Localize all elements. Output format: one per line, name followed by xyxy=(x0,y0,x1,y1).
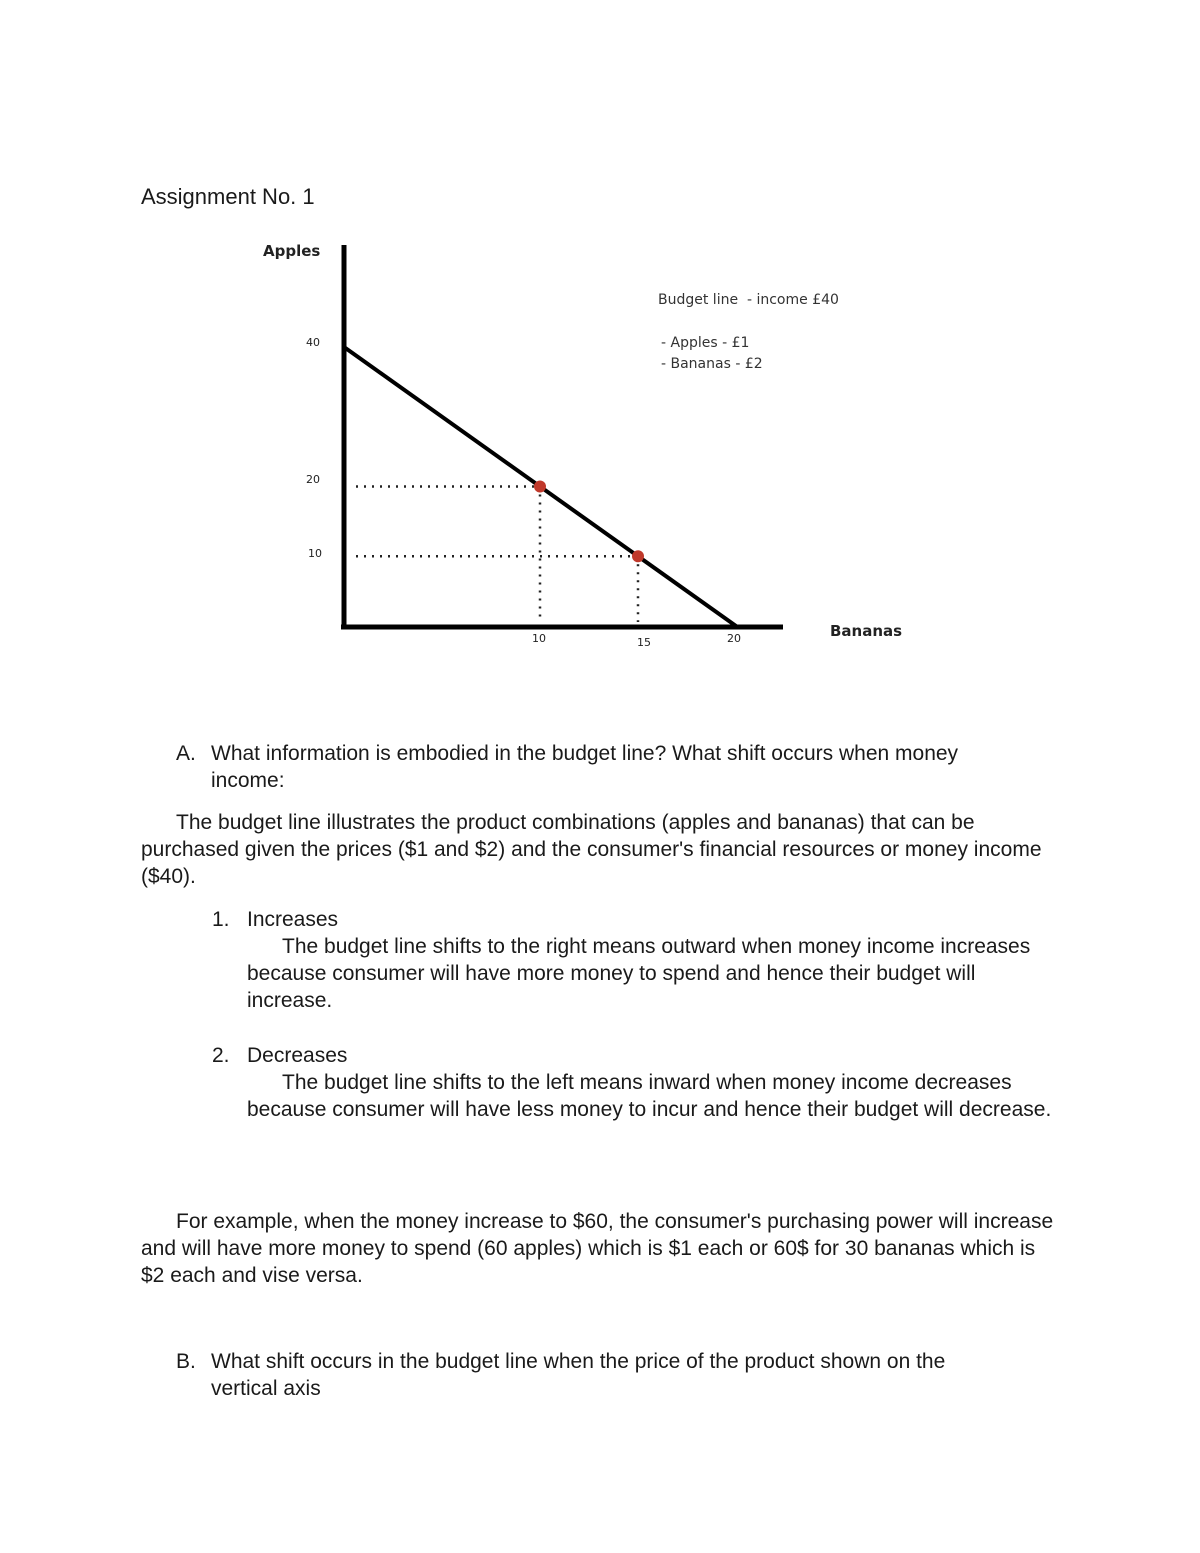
example-paragraph: For example, when the money increase to $60, the consumer's purchasing power will increase and will have more money to spend (60 apples) which is $1 each or 60$ for 30 bananas which is $2 each and vise versa. xyxy=(141,1210,1054,1287)
x-tick-label: 15 xyxy=(637,636,651,649)
question-b-text-line1: What shift occurs in the budget line when the price of the product shown on the xyxy=(211,1350,946,1373)
list-item-label: Decreases xyxy=(247,1044,348,1067)
chart-title: Budget line - income £40 xyxy=(658,292,839,308)
x-tick-label: 10 xyxy=(532,632,546,645)
legend-bananas: - Bananas - £2 xyxy=(661,356,763,372)
question-a-marker: A. xyxy=(176,742,196,765)
y-tick-label: 10 xyxy=(308,547,322,560)
question-b-marker: B. xyxy=(176,1350,196,1373)
y-tick-label: 40 xyxy=(306,336,320,349)
x-axis-title: Bananas xyxy=(830,622,903,640)
list-item-marker: 2. xyxy=(212,1044,230,1067)
budget-line-chart xyxy=(0,0,1200,700)
list-item-marker: 1. xyxy=(212,908,230,931)
list-item xyxy=(212,1042,1062,1123)
x-tick-label: 20 xyxy=(727,632,741,645)
budget-point xyxy=(534,481,546,493)
list-item-text: The budget line shifts to the left means inward when money income decreases because consumer will have less money to incur and hence their budget will decrease. xyxy=(247,1071,1052,1121)
question-b-text-line2: vertical axis xyxy=(211,1377,321,1400)
legend-apples: - Apples - £1 xyxy=(661,335,750,351)
document-title: Assignment No. 1 xyxy=(141,184,315,209)
y-axis-title: Apples xyxy=(263,242,321,260)
list-item xyxy=(212,906,1062,1014)
budget-point xyxy=(632,550,644,562)
list-item-label: Increases xyxy=(247,908,339,931)
question-a xyxy=(141,740,1061,794)
question-a-answer: The budget line illustrates the product combinations (apples and bananas) that can be purchased given the prices ($1 and $2) and the consumer's financial resources or money income ($40). xyxy=(141,811,1042,888)
question-b xyxy=(141,1348,1061,1402)
y-tick-label: 20 xyxy=(306,473,320,486)
question-a-text-line2: income: xyxy=(211,769,285,792)
list-item-text: The budget line shifts to the right means outward when money income increases because consumer will have more money to spend and hence their budget will increase. xyxy=(247,935,1031,1012)
question-a-text-line1: What information is embodied in the budget line? What shift occurs when money xyxy=(211,742,959,765)
